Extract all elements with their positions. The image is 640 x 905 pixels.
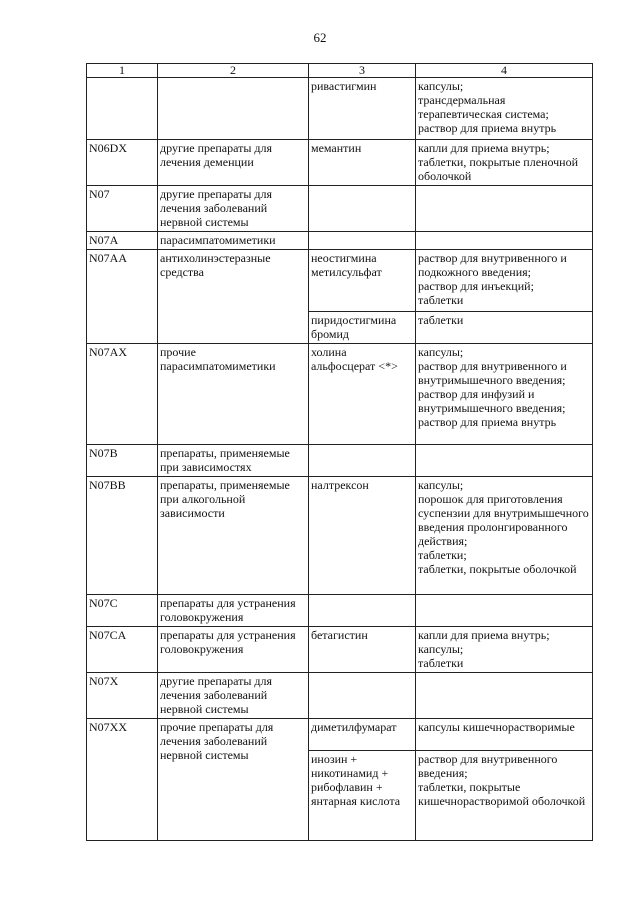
group-cell: препараты, применяемые при зависимостях [158, 445, 309, 477]
group-cell: прочие парасимпатомиметики [158, 344, 309, 445]
form-cell: капли для приема внутрь; капсулы; таблетки [416, 627, 593, 673]
substance-cell: пиридостигмина бромид [309, 312, 416, 344]
substance-cell: неостигмина метилсульфат [309, 250, 416, 312]
form-cell [416, 673, 593, 719]
group-cell: парасимпатомиметики [158, 232, 309, 250]
group-cell [158, 78, 309, 140]
table-row [87, 344, 593, 445]
substance-cell [309, 232, 416, 250]
substance-cell: бетагистин [309, 627, 416, 673]
form-cell: капсулы; порошок для приготовления суспензии для внутримышечного введения пролонгированного действия; таблетки; таблетки, покрытые оболочкой [416, 477, 593, 595]
group-cell: прочие препараты для лечения заболеваний нервной системы [158, 719, 309, 841]
table-row [87, 186, 593, 232]
group-cell: антихолинэстеразные средства [158, 250, 309, 344]
drug-table [86, 63, 593, 841]
substance-cell [309, 595, 416, 627]
group-cell: другие препараты для лечения заболеваний нервной системы [158, 673, 309, 719]
substance-cell: ривастигмин [309, 78, 416, 140]
substance-cell: диметилфумарат [309, 719, 416, 751]
code-cell: N07A [87, 232, 158, 250]
form-cell: капсулы; раствор для внутривенного и внутримышечного введения; раствор для инфузий и внутримышечного введения; раствор для приема внутрь [416, 344, 593, 445]
table-row [87, 140, 593, 186]
table-row [87, 719, 593, 751]
group-cell: другие препараты для лечения деменции [158, 140, 309, 186]
substance-cell [309, 445, 416, 477]
form-cell [416, 186, 593, 232]
header-cell: 2 [158, 64, 309, 78]
header-cell: 4 [416, 64, 593, 78]
code-cell [87, 78, 158, 140]
group-cell: другие препараты для лечения заболеваний нервной системы [158, 186, 309, 232]
table-row [87, 477, 593, 595]
substance-cell: налтрексон [309, 477, 416, 595]
form-cell: таблетки [416, 312, 593, 344]
table-row [87, 627, 593, 673]
table-row [87, 673, 593, 719]
code-cell: N07AA [87, 250, 158, 344]
group-cell: препараты, применяемые при алкогольной зависимости [158, 477, 309, 595]
table-row [87, 445, 593, 477]
substance-cell [309, 186, 416, 232]
group-cell: препараты для устранения головокружения [158, 595, 309, 627]
form-cell: капсулы кишечнорастворимые [416, 719, 593, 751]
code-cell: N07 [87, 186, 158, 232]
header-cell: 1 [87, 64, 158, 78]
substance-cell: мемантин [309, 140, 416, 186]
form-cell: капсулы; трансдермальная терапевтическая система; раствор для приема внутрь [416, 78, 593, 140]
form-cell: раствор для внутривенного введения; таблетки, покрытые кишечнорастворимой оболочкой [416, 751, 593, 841]
code-cell: N07X [87, 673, 158, 719]
code-cell: N07XX [87, 719, 158, 841]
code-cell: N07AX [87, 344, 158, 445]
substance-cell: холина альфосцерат <*> [309, 344, 416, 445]
code-cell: N07B [87, 445, 158, 477]
substance-cell [309, 673, 416, 719]
table-row [87, 595, 593, 627]
form-cell: капли для приема внутрь; таблетки, покрытые пленочной оболочкой [416, 140, 593, 186]
form-cell [416, 445, 593, 477]
code-cell: N06DX [87, 140, 158, 186]
table-header-row [87, 64, 593, 78]
form-cell [416, 595, 593, 627]
header-cell: 3 [309, 64, 416, 78]
substance-cell: инозин + никотинамид + рибофлавин + янтарная кислота [309, 751, 416, 841]
page-number: 62 [313, 30, 327, 45]
form-cell [416, 232, 593, 250]
table-row [87, 232, 593, 250]
group-cell: препараты для устранения головокружения [158, 627, 309, 673]
code-cell: N07C [87, 595, 158, 627]
code-cell: N07CA [87, 627, 158, 673]
table-row [87, 250, 593, 312]
code-cell: N07BB [87, 477, 158, 595]
form-cell: раствор для внутривенного и подкожного введения; раствор для инъекций; таблетки [416, 250, 593, 312]
table-row [87, 78, 593, 140]
